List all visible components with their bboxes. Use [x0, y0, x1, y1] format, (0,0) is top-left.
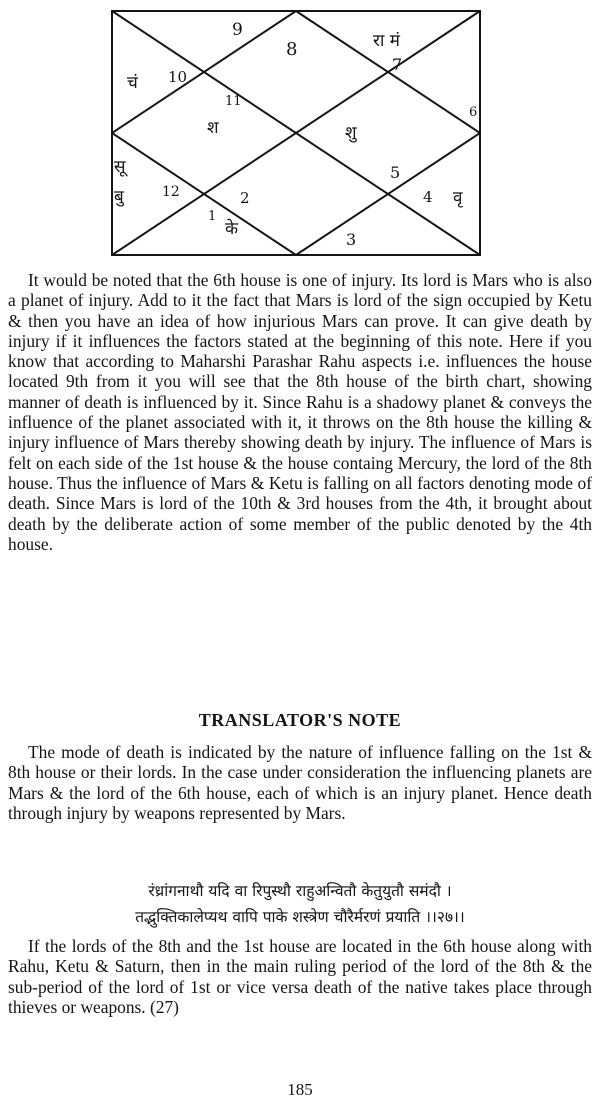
house-number-12: 12: [162, 184, 180, 200]
planet-moon-label: चं: [127, 73, 138, 93]
planet-saturn-label: श: [207, 118, 219, 138]
house-number-1: 1: [208, 209, 217, 224]
body-paragraph-2: The mode of death is indicated by the nature of influence falling on the 1st & 8th house or their lords. In the case under consideration the influencing planets are Mars & the lord of the 6th house, each of which is an injury planet. Hence death through injury by weapons represented by Mars.: [8, 742, 592, 823]
house-number-4: 4: [423, 188, 433, 206]
planet-ketu-label: के: [225, 219, 239, 239]
birth-chart-diagram: [111, 10, 481, 256]
planet-venus-label: शु: [345, 123, 357, 143]
house-number-5: 5: [390, 163, 401, 182]
planet-rahu-mars-label: रा मं: [373, 31, 400, 51]
house-number-8: 8: [286, 39, 298, 60]
birth-chart: [111, 10, 481, 256]
sanskrit-verse-line-2: तद्भुक्तिकालेप्यथ वापि पाके शस्त्रेण चौरैर्मरणं प्रयाति ।।२७।।: [135, 908, 465, 926]
page-number: 185: [287, 1080, 313, 1099]
sanskrit-verse-line-1: रंध्रांगनाथौ यदि वा रिपुस्थौ राहुअन्वितौ केतुयुतौ समंदौ ।: [148, 882, 452, 900]
house-number-3: 3: [346, 230, 357, 249]
house-number-9: 9: [232, 20, 243, 40]
planet-mercury-label: बु: [114, 187, 124, 207]
house-number-6: 6: [469, 105, 478, 120]
section-heading: TRANSLATOR'S NOTE: [198, 710, 402, 730]
house-number-7: 7: [392, 55, 403, 74]
sanskrit-verse: [0, 878, 600, 930]
body-paragraph-3: If the lords of the 8th and the 1st house are located in the 6th house along with Rahu, Ketu & Saturn, then in the main ruling period of the lord of the 8th & the sub-period of the lord of 1st or vice versa death of the native takes place through thieves or weapons. (27): [8, 936, 592, 1017]
house-number-2: 2: [240, 189, 250, 207]
body-paragraph-1: It would be noted that the 6th house is one of injury. Its lord is Mars who is also a planet of injury. Add to it the fact that Mars is lord of the sign occupied by Ketu & then you have an idea of how injurious Mars can prove. It can give death by injury if it influences the factors stated at the beginning of this note. Here if you know that according to Maharshi Parashar Rahu aspects i.e. influences the house located 9th from it you will see that the 8th house of the birth chart, showing manner of death is influenced by it. Since Rahu is a shadowy planet & conveys the influence of the planet associated with it, it throws on the 8th house the killing & injury influence of Mars thereby showing death by injury. The influence of Mars is felt on each side of the 1st house & the house containg Mercury, the lord of the 8th house. Thus the influence of Mars & Ketu is falling on all factors denoting mode of death. Since Mars is lord of the 10th & 3rd houses from the 4th, it brought about death by the deliberate action of some member of the public denoted by the 4th house.: [8, 270, 592, 554]
house-number-11: 11: [225, 94, 242, 109]
planet-sun-label: सू: [114, 157, 126, 177]
planet-jupiter-label: वृ: [453, 188, 463, 208]
house-number-10: 10: [168, 68, 188, 86]
